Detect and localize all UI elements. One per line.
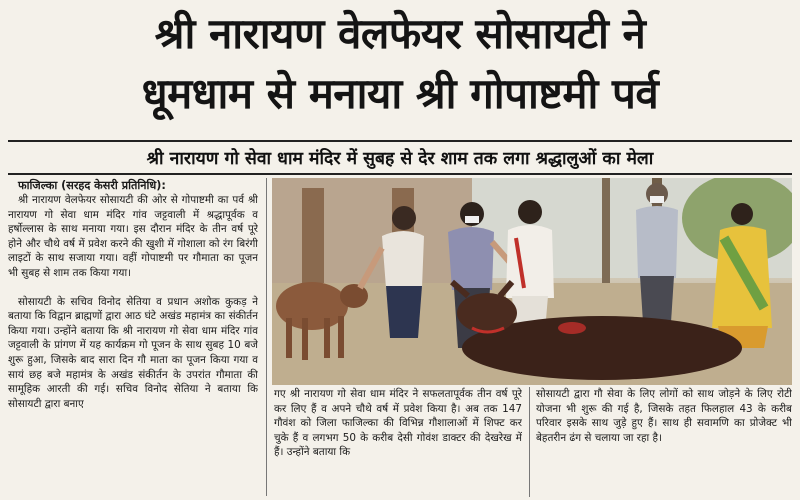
paragraph-4: सोसायटी द्वारा गौ सेवा के लिए लोगों को साथ जोड़ने के लिए रोटी योजना भी शुरू की गई है, जिसके तहत फिलहाल 43 के करीब परिवार इसके साथ जुड़े हुए हैं। साथ ही सवामणि का प्रोजेक्ट भी बेहतरीन ढंग से चलाया जा रहा है। (536, 388, 792, 444)
byline: फाजिल्का (सरहद केसरी प्रतिनिधि): (18, 179, 166, 192)
article-column-3 (536, 387, 792, 497)
headline-divider-top (8, 140, 792, 142)
shed-pillar (302, 188, 324, 288)
paragraph-1: श्री नारायण वेलफेयर सोसायटी की ओर से गोपाष्टमी का पर्व श्री नारायण गो सेवा धाम मंदिर गांव जट्टवाली में श्रद्धापूर्वक व हर्षोल्लास के साथ मनाया गया। इस दौरान मंदिर के तीन वर्ष पूरे होने और चौथे वर्ष में प्रवेश करने की खुशी में गोशाला को रंग बिरंगी लाइटों के साथ सजाया गया। वहीं गोपाष्टमी पर गौमाता का पूजन भी सुबह से शाम तक किया गया। (8, 194, 258, 279)
subheadline: श्री नारायण गो सेवा धाम मंदिर में सुबह से देर शाम तक लगा श्रद्धालुओं का मेला (146, 149, 654, 169)
tree-trunk (602, 178, 610, 288)
paragraph-2: सोसायटी के सचिव विनोद सेतिया व प्रधान अशोक कुकड़ ने बताया कि विद्वान ब्राह्मणों द्वारा आठ घंटे अखंड महामंत्र का संकीर्तन किया गया। उन्होंने बताया कि श्री नारायण गो सेवा धाम मंदिर गांव जट्टवाली के प्रांगण में यह कार्यक्रम गो पूजन के साथ सुबह 10 बजे शुरू हुआ, जिसके बाद सारा दिन गौ माता का पूजन किया गया व सायं छह बजे महामंत्र के अखंड संकीर्तन के उपरांत गौमाता की सामूहिक आरती की गई। सचिव विनोद सेतिया ने बताया कि सोसायटी द्वारा बनाए (8, 295, 258, 410)
cow-worship-photo-illustration (272, 178, 792, 385)
paragraph-3: गए श्री नारायण गो सेवा धाम मंदिर ने सफलतापूर्वक तीन वर्ष पूरे कर लिए हैं व अपने चौथे वर्ष में प्रवेश किया है। अब तक 147 गौवंश को जिला फाजिल्का की विभिन्न गौशालाओं में शिफ्ट कर चुके हैं व लगभग 50 के करीब देसी गोवंश डाक्टर की देखरेख में हैं। उन्होंने बताया कि (274, 388, 522, 459)
column-divider-1 (266, 178, 267, 496)
headline-divider-bottom (8, 173, 792, 175)
headline-line-2: धूमधाम से मनाया श्री गोपाष्टमी पर्व (141, 69, 659, 118)
headline-line-1: श्री नारायण वेलफेयर सोसायटी ने (154, 9, 646, 58)
column-divider-2 (529, 387, 530, 497)
news-photo (272, 178, 792, 385)
article-column-2 (274, 387, 522, 497)
headline (8, 4, 792, 124)
article-column-1 (8, 178, 258, 496)
